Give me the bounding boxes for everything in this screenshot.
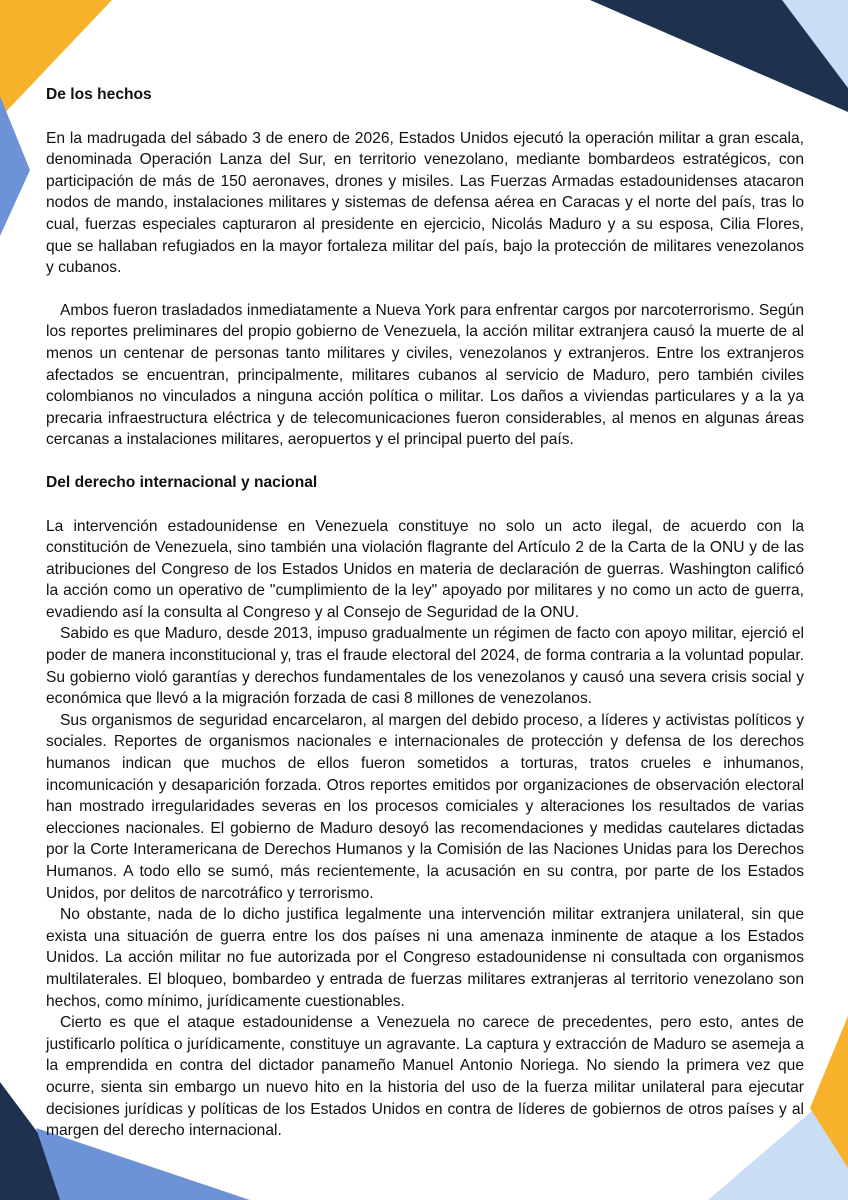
paragraph: No obstante, nada de lo dicho justifica legalmente una intervención militar extranjera unilateral, sin que exista una situación de guerra entre los dos países ni una amenaza inminente de ataque a los Estados Unidos. La acción militar no fue autorizada por el Congreso estadounidense ni consultada con organismos multilaterales. El bloqueo, bombardeo y entrada de fuerzas militares extranjeras al territorio venezolano son hechos, como mínimo, jurídicamente cuestionables.: [46, 906, 804, 1010]
paragraph: En la madrugada del sábado 3 de enero de 2026, Estados Unidos ejecutó la operación militar a gran escala, denominada Operación Lanza del Sur, en territorio venezolano, mediante bombardeos estratégicos, con participación de más de 150 aeronaves, drones y misiles. Las Fuerzas Armadas estadounidenses atacaron nodos de mando, instalaciones militares y sistemas de defensa aérea en Caracas y el norte del país, tras lo cual, fuerzas especiales capturaron al presidente en ejercicio, Nicolás Maduro y a su esposa, Cilia Flores, que se hallaban refugiados en la mayor fortaleza militar del país, bajo la protección de militares venezolanos y cubanos.: [46, 129, 804, 277]
paragraph: Ambos fueron trasladados inmediatamente a Nueva York para enfrentar cargos por narcoterrorismo. Según los reportes preliminares del propio gobierno de Venezuela, la acción militar extranjera causó la muerte de al menos un centenar de personas tanto militares y civiles, venezolanos y extranjeros. Entre los extranjeros afectados se encuentran, principalmente, militares cubanos al servicio de Maduro, pero también civiles colombianos no vinculados a ninguna acción política o militar. Los daños a viviendas particulares y a la ya precaria infraestructura eléctrica y de telecomunicaciones fueron considerables, al menos en algunas áreas cercanas a instalaciones militares, aeropuertos y el principal puerto del país.: [46, 301, 804, 449]
document-body: [46, 84, 804, 1142]
section-heading-hechos: De los hechos: [46, 86, 152, 103]
decor-blue-triangle-left: [0, 96, 30, 236]
paragraph: Sabido es que Maduro, desde 2013, impuso gradualmente un régimen de facto con apoyo militar, ejerció el poder de manera inconstitucional y, tras el fraude electoral del 2024, de forma contraria a la voluntad popular. Su gobierno violó garantías y derechos fundamentales de los venezolanos y causó una severa crisis social y económica que llevó a la migración forzada de casi 8 millones de venezolanos.: [46, 625, 804, 708]
paragraph: Sus organismos de seguridad encarcelaron, al margen del debido proceso, a líderes y activistas políticos y sociales. Reportes de organismos nacionales e internacionales de protección y defensa de los derechos humanos indican que muchos de ellos fueron sometidos a torturas, tratos crueles e inhumanos, incomunicación y desaparición forzada. Otros reportes emitidos por organizaciones de observación electoral han mostrado irregularidades severas en los procesos comiciales y alteraciones los resultados de varias elecciones nacionales. El gobierno de Maduro desoyó las recomendaciones y medidas cautelares dictadas por la Corte Interamericana de Derechos Humanos y la Comisión de las Naciones Unidas para los Derechos Humanos. A todo ello se sumó, más recientemente, la acusación en su contra, por parte de los Estados Unidos, por delitos de narcotráfico y terrorismo.: [46, 711, 804, 902]
paragraph: La intervención estadounidense en Venezuela constituye no solo un acto ilegal, de acuerdo con la constitución de Venezuela, sino también una violación flagrante del Artículo 2 de la Carta de la ONU y de las atribuciones del Congreso de los Estados Unidos en materia de declaración de guerras. Washington calificó la acción como un operativo de "cumplimiento de la ley" apoyado por militares y no como un acto de guerra, evadiendo así la consulta al Congreso y al Consejo de Seguridad de la ONU.: [46, 517, 804, 621]
section-heading-derecho: Del derecho internacional y nacional: [46, 473, 318, 491]
paragraph: Cierto es que el ataque estadounidense a Venezuela no carece de precedentes, pero esto, antes de justificarlo política o jurídicamente, constituye un agravante. La captura y extracción de Maduro se asemeja a la emprendida en contra del dictador panameño Manuel Antonio Noriega. No siendo la primera vez que ocurre, sienta sin embargo un nuevo hito en la historia del uso de la fuerza militar unilateral para ejecutar decisiones jurídicas y políticas de los Estados Unidos en contra de líderes de gobiernos de otros países y al margen del derecho internacional.: [46, 1014, 804, 1140]
